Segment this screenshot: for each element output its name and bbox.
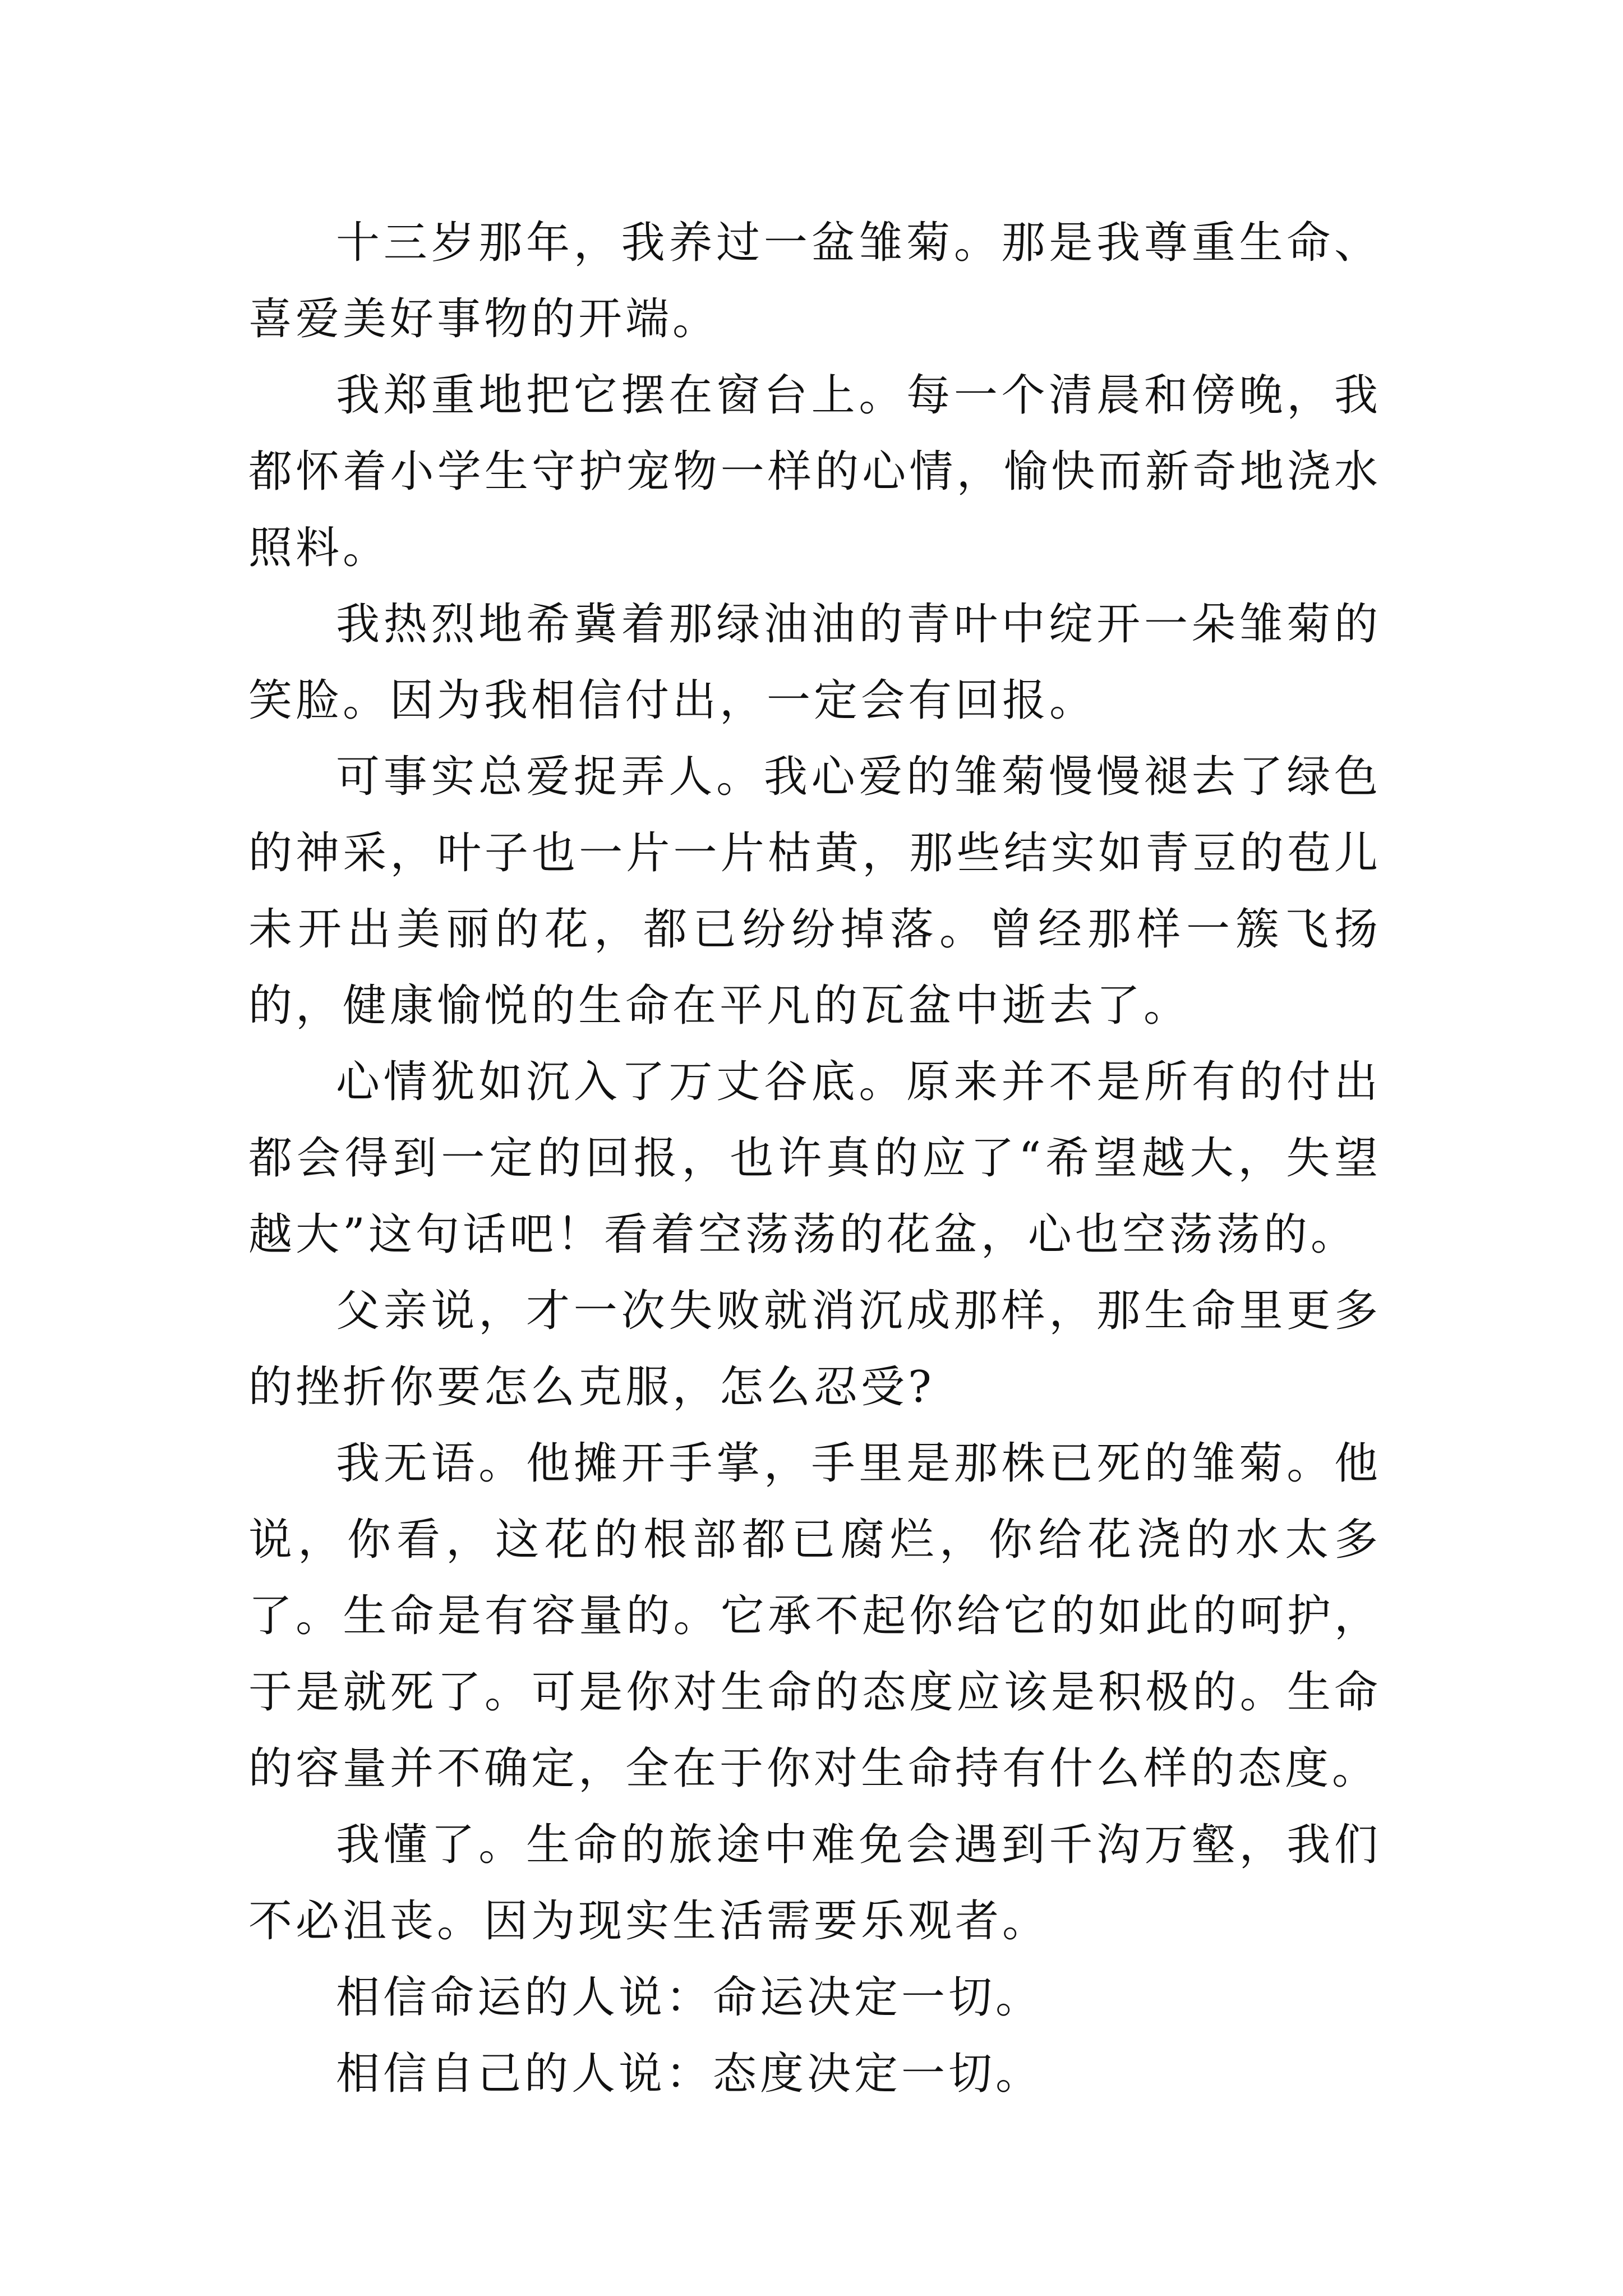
paragraph-5: 心情犹如沉入了万丈谷底。原来并不是所有的付出都会得到一定的回报，也许真的应了“希望越大，失望越大”这句话吧！看着空荡荡的花盆，心也空荡荡的。 (248, 1057, 1381, 1260)
paragraph-6: 父亲说，才一次失败就消沉成那样，那生命里更多的挫折你要怎么克服，怎么忍受? (248, 1286, 1381, 1412)
paragraph-4: 可事实总爱捉弄人。我心爱的雏菊慢慢褪去了绿色的神采，叶子也一片一片枯黄，那些结实如青豆的苞儿未开出美丽的花，都已纷纷掉落。曾经那样一簇飞扬的，健康愉悦的生命在平凡的瓦盆中逝去了。 (248, 752, 1381, 1031)
paragraph-3: 我热烈地希冀着那绿油油的青叶中绽开一朵雏菊的笑脸。因为我相信付出，一定会有回报。 (248, 599, 1381, 726)
paragraph-10: 相信自己的人说：态度决定一切。 (336, 2049, 1043, 2099)
paragraph-7: 我无语。他摊开手掌，手里是那株已死的雏菊。他说，你看，这花的根部都已腐烂，你给花浇的水太多了。生命是有容量的。它承不起你给它的如此的呵护，于是就死了。可是你对生命的态度应该是积极的。生命的容量并不确定，全在于你对生命持有什么样的态度。 (248, 1438, 1381, 1794)
paragraph-8: 我懂了。生命的旅途中难免会遇到千沟万壑，我们不必沮丧。因为现实生活需要乐观者。 (248, 1820, 1381, 1947)
paragraph-1: 十三岁那年，我养过一盆雏菊。那是我尊重生命、喜爱美好事物的开端。 (248, 218, 1381, 344)
paragraph-2: 我郑重地把它摆在窗台上。每一个清晨和傍晚，我都怀着小学生守护宠物一样的心情，愉快而新奇地浇水照料。 (248, 370, 1381, 573)
paragraph-9: 相信命运的人说：命运决定一切。 (336, 1972, 1043, 2023)
essay-body (248, 205, 1381, 2112)
